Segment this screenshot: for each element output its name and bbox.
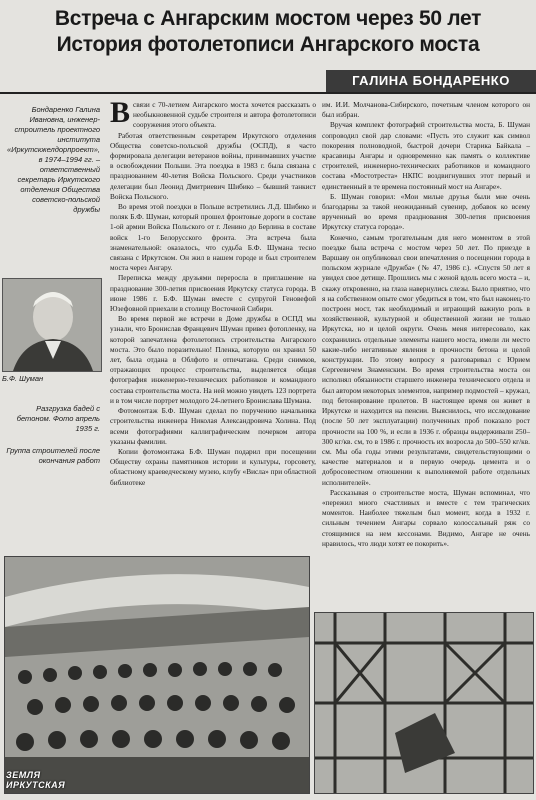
paragraph: Во время первой же встречи в Доме дружбы в ОСПД мы узнали, что Бронислав Францевич Шуман привез фотопленку, на которой запечатлена фотолетопись строительства Ангарского моста. Это было поразительно! Пленка, которую он хранил 50 лет, была отдана в Облфото и отпечатана. Среди снимков, отражающих процесс строительства, выделяется общая фотография инженерно-технических работников и командного состава строительства моста. На ней можно увидеть 123 портрета и в том числе портрет молодого 24-летнего Бронислава Шумана. bbox=[110, 314, 316, 405]
group-photo-image bbox=[5, 557, 309, 793]
dropcap: В bbox=[110, 96, 131, 129]
article-column-3 bbox=[322, 100, 530, 549]
portrait-caption: Б.Ф. Шуман bbox=[2, 374, 44, 383]
paragraph: Копии фотомонтажа Б.Ф. Шуман подарил при посещении Обществу охраны памятников истории и культуры, горсовету, областному краеведческому музею, клубу «Висла» при областной библиотеке bbox=[110, 446, 316, 487]
author-bio: Бондаренко Галина Ивановна, инженер-строитель проектного института «Иркутскжелдорпроект», в 1974–1994 гг. – ответственный секретарь Иркутского отделения Общества советско-польской дружбы bbox=[6, 105, 100, 214]
author-bar: ГАЛИНА БОНДАРЕНКО bbox=[326, 70, 536, 92]
portrait-image bbox=[3, 279, 101, 371]
paragraph: Во время этой поездки в Польше встретились Л.Д. Шибико и поляк Б.Ф. Шуман, который прошел фронтовые дороги в составе 1-ой армии Войска Польского от г. Ленино до Берлина в составе войск 1-го Белорусского фронта. Эта встреча была знаменательной: оказалось, что судьба Б.Ф. Шумана тесно связана с Иркутском. Он жил в нашем городе и был строителем моста через Ангару. bbox=[110, 202, 316, 273]
removal-caption: Разгрузка бадей с бетоном. Фото апрель 1935 г. bbox=[16, 404, 100, 433]
paragraph: Б. Шуман говорил: «Мои милые друзья были мне очень благодарны за такой неожиданный сувенир, добавок ко всему врученный во время празднования 300-летия присвоения Иркутску статуса города». bbox=[322, 191, 530, 232]
header-rule bbox=[0, 92, 536, 94]
headline-line-1: Встреча с Ангарским мостом через 50 лет bbox=[54, 7, 482, 30]
paragraph: Рассказывая о строительстве моста, Шуман вспоминал, что «пережил много счастливых и вместе с тем трагических моментов. Наиболее тяжелым был момент, когда в 1932 г. сильным течением Ангары сорвало колоссальный ряж со стоящимися на нем кессонами. Видимо, Ангаре не очень нравилось, что люди хотят ее покорить». bbox=[322, 487, 530, 548]
paragraph: им. И.И. Молчанова-Сибирского, почетным членом которого он был избран. bbox=[322, 100, 530, 120]
paragraph: Работая ответственным секретарем Иркутского отделения Общества советско-польской дружбы (ОСПД), я часто формировала делегации ветеранов войны, принимавших участие в освобождении Польши. Эта поездка в 1983 г. была связана с празднованием 40-летия Войска Польского. Среди участников делегации был Леонид Дмитриевич Шибико – бывший танкист Войска Польского. bbox=[110, 130, 316, 201]
headline-line-2: История фотолетописи Ангарского моста bbox=[56, 33, 480, 56]
magazine-logo: ЗЕМЛЯ ИРКУТСКАЯ bbox=[6, 770, 66, 790]
article-column-2 bbox=[110, 96, 316, 488]
paragraph: Конечно, самым трогательным для него моментом в этой поездке была встреча с мостом через 50 лет. По приезде в Варшаву он опубликовал свои впечатления о посещении города в польском журнале «Дружба» (№ 47, 1986 г.). «Спустя 50 лет я увидел свое детище. Прошлись мы с женой вдоль всего моста – и, скажу откровенно, на глаза навернулись слезы. Было приятно, что я на собственном опыте смог убедиться в том, что был наконец-то построен мост, так необходимый и играющий важную роль в хозяйственной, культурной и общественной жизни не только Иркутска, но и целой округи. Очень меня интересовало, как сохранились отдельные элементы нашего моста, имели ли место какие-либо негативные явления в прочности бетона и целой конструкции. По этому вопросу я разговаривал с Юрием Сергеевичем Знаменским. Во время строительства моста он исполнял обязанности старшего инженера технического отдела и был автором некоторых элементов, например подмостей – кружал, под бетонирование пролетов. В настоящее время он живет в Иркутске и находится на пенсии. Выяснилось, что исследование (после 50 лет эксплуатации) полученных проб показало рост прочности на 100 %, и если в 1936 г. образцы выдерживали 250–300 кг/кв. см, то в 1986 г. прочность их возросла до 500–550 кг/кв. см. Мы оба годы этими результатами, свидетельствующими о качестве материалов и в первую очередь цемента и о добросовестном отношении к выполняемой работе отдельных исполнителей». bbox=[322, 232, 530, 487]
group-caption: Группа строителей после окончания работ bbox=[6, 446, 100, 465]
paragraph: Фотомонтаж Б.Ф. Шуман сделал по поручению начальника строительства инженера Николая Александровича Холина. Под всеми фотографиями каллиграфическим почерком автора указаны фамилии. bbox=[110, 406, 316, 446]
headline bbox=[0, 0, 536, 62]
bridge-construction-photo bbox=[314, 612, 534, 794]
group-photo bbox=[4, 556, 310, 794]
paragraph: Переписка между друзьями переросла в приглашение на празднование 300-летия присвоения Иркутску статуса города. В июне 1986 г. Б.Ф. Шуман вместе с супругой Геновефой Юзефовной приехали в столицу Восточной Сибири. bbox=[110, 273, 316, 314]
bridge-photo-image bbox=[315, 613, 533, 793]
paragraph: Всвязи с 70-летием Ангарского моста хочется рассказать о необыкновенной судьбе строителя и автора фотолетописи сооружения этого объекта. bbox=[110, 96, 316, 130]
paragraph: Вручая комплект фотографий строительства моста, Б. Шуман сопроводил свой дар словами: «Пусть это служит как символ покорения полноводной, быстрой дочери Старика Байкала – красавицы Ангары и одновременно как память о коллективе строителей, инженерно-технических работников и командного состава «Мостотреста» НКПС воздвигнувших этот первый и единственный в те времена постоянный мост на Ангаре». bbox=[322, 120, 530, 191]
portrait-photo bbox=[2, 278, 102, 372]
